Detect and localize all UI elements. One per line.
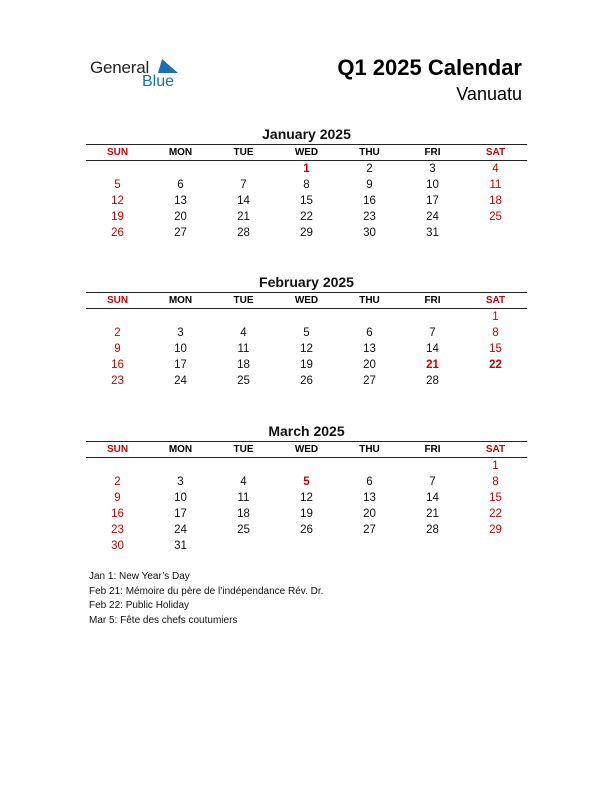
day-cell: 4 bbox=[240, 476, 247, 488]
day-cell: 17 bbox=[174, 359, 187, 371]
month-block bbox=[86, 273, 527, 389]
day-cell: 24 bbox=[174, 375, 187, 387]
day-cell: 27 bbox=[174, 227, 187, 239]
day-cell: 29 bbox=[300, 227, 313, 239]
day-cell bbox=[464, 373, 527, 389]
day-cell: 13 bbox=[363, 343, 376, 355]
day-cell: 30 bbox=[363, 227, 376, 239]
day-cell: 9 bbox=[366, 179, 373, 191]
day-cell bbox=[401, 309, 464, 325]
day-cell: 26 bbox=[300, 375, 313, 387]
day-cell: 10 bbox=[174, 343, 187, 355]
weekday-label: FRI bbox=[424, 147, 441, 158]
week-row bbox=[86, 458, 527, 474]
day-cell: 15 bbox=[489, 492, 502, 504]
day-cell: 25 bbox=[237, 375, 250, 387]
day-cell: 23 bbox=[111, 524, 124, 536]
day-cell: 24 bbox=[426, 211, 439, 223]
day-cell: 1 bbox=[492, 311, 499, 323]
day-cell: 2 bbox=[114, 327, 121, 339]
country-subtitle: Vanuatu bbox=[456, 84, 522, 104]
day-cell bbox=[338, 458, 401, 474]
day-cell: 10 bbox=[426, 179, 439, 191]
week-row bbox=[86, 225, 527, 241]
day-cell: 3 bbox=[429, 163, 436, 175]
week-row bbox=[86, 506, 527, 522]
day-cell: 27 bbox=[363, 524, 376, 536]
holiday-notes bbox=[89, 570, 323, 628]
day-cell: 16 bbox=[111, 359, 124, 371]
day-cell bbox=[401, 538, 464, 554]
day-cell: 11 bbox=[489, 179, 502, 191]
day-cell: 11 bbox=[237, 343, 250, 355]
weekday-header-row bbox=[86, 441, 527, 458]
day-cell: 21 bbox=[426, 359, 439, 371]
week-row bbox=[86, 161, 527, 177]
day-cell: 8 bbox=[492, 327, 499, 339]
day-cell: 21 bbox=[426, 508, 439, 520]
day-cell: 6 bbox=[177, 179, 184, 191]
day-cell: 11 bbox=[237, 492, 250, 504]
day-cell: 26 bbox=[300, 524, 313, 536]
day-cell: 5 bbox=[303, 327, 310, 339]
weekday-label: TUE bbox=[233, 295, 254, 306]
weekday-label: TUE bbox=[233, 147, 254, 158]
weekday-label: THU bbox=[359, 444, 380, 455]
week-row bbox=[86, 193, 527, 209]
day-cell: 20 bbox=[363, 359, 376, 371]
weekday-label: MON bbox=[168, 147, 193, 158]
day-cell: 30 bbox=[111, 540, 124, 552]
weekday-label: SAT bbox=[485, 295, 506, 306]
day-cell: 12 bbox=[111, 195, 124, 207]
page-title: Q1 2025 Calendar bbox=[337, 55, 522, 80]
weekday-label: MON bbox=[168, 295, 193, 306]
day-cell: 4 bbox=[492, 163, 499, 175]
weekday-label: SAT bbox=[485, 147, 506, 158]
day-cell: 5 bbox=[303, 476, 310, 488]
day-cell: 10 bbox=[174, 492, 187, 504]
logo-flag-icon bbox=[158, 59, 178, 73]
holiday-note: Feb 22: Public Holiday bbox=[89, 600, 190, 611]
day-cell: 28 bbox=[426, 375, 439, 387]
day-cell: 2 bbox=[114, 476, 121, 488]
day-cell: 6 bbox=[366, 476, 373, 488]
day-cell bbox=[149, 458, 212, 474]
day-cell: 14 bbox=[426, 343, 439, 355]
month-block bbox=[86, 125, 527, 241]
day-cell: 6 bbox=[366, 327, 373, 339]
day-cell: 24 bbox=[174, 524, 187, 536]
day-cell: 14 bbox=[426, 492, 439, 504]
weekday-label: FRI bbox=[424, 295, 441, 306]
day-cell: 28 bbox=[237, 227, 250, 239]
day-cell: 18 bbox=[237, 508, 250, 520]
weekday-label: THU bbox=[359, 147, 380, 158]
day-cell: 15 bbox=[489, 343, 502, 355]
day-cell: 18 bbox=[237, 359, 250, 371]
day-cell: 17 bbox=[174, 508, 187, 520]
day-cell bbox=[149, 161, 212, 177]
month-block bbox=[86, 422, 527, 554]
week-row bbox=[86, 177, 527, 193]
day-cell: 13 bbox=[174, 195, 187, 207]
week-row bbox=[86, 309, 527, 325]
day-cell: 3 bbox=[177, 476, 184, 488]
day-cell bbox=[212, 538, 275, 554]
day-cell: 19 bbox=[111, 211, 124, 223]
day-cell: 28 bbox=[426, 524, 439, 536]
day-cell: 16 bbox=[111, 508, 124, 520]
weekday-label: WED bbox=[294, 147, 319, 158]
day-cell: 12 bbox=[300, 492, 313, 504]
day-cell: 2 bbox=[366, 163, 373, 175]
day-cell bbox=[212, 161, 275, 177]
day-cell: 19 bbox=[300, 359, 313, 371]
week-row bbox=[86, 341, 527, 357]
day-cell: 7 bbox=[429, 476, 436, 488]
day-cell: 23 bbox=[363, 211, 376, 223]
weekday-label: SUN bbox=[106, 147, 129, 158]
day-cell bbox=[275, 458, 338, 474]
weekday-label: MON bbox=[168, 444, 193, 455]
day-cell: 20 bbox=[174, 211, 187, 223]
day-cell bbox=[212, 458, 275, 474]
day-cell: 22 bbox=[300, 211, 313, 223]
logo-text-blue: Blue bbox=[142, 73, 175, 90]
week-row bbox=[86, 490, 527, 506]
day-cell: 18 bbox=[489, 195, 502, 207]
day-cell: 12 bbox=[300, 343, 313, 355]
month-title: January 2025 bbox=[262, 126, 351, 142]
day-cell: 15 bbox=[300, 195, 313, 207]
month-title: February 2025 bbox=[259, 274, 354, 290]
day-cell bbox=[86, 161, 149, 177]
weekday-label: TUE bbox=[233, 444, 254, 455]
day-cell: 26 bbox=[111, 227, 124, 239]
day-cell: 20 bbox=[363, 508, 376, 520]
weekday-header-row bbox=[86, 292, 527, 309]
day-cell: 7 bbox=[240, 179, 247, 191]
day-cell: 17 bbox=[426, 195, 439, 207]
week-row bbox=[86, 325, 527, 341]
logo bbox=[90, 56, 190, 96]
day-cell: 23 bbox=[111, 375, 124, 387]
day-cell: 9 bbox=[114, 492, 121, 504]
day-cell: 31 bbox=[174, 540, 187, 552]
day-cell: 19 bbox=[300, 508, 313, 520]
weekday-label: THU bbox=[359, 295, 380, 306]
day-cell bbox=[86, 458, 149, 474]
day-cell: 31 bbox=[426, 227, 439, 239]
month-title: March 2025 bbox=[268, 423, 345, 439]
day-cell: 25 bbox=[237, 524, 250, 536]
day-cell bbox=[212, 309, 275, 325]
logo-text-general: General bbox=[90, 58, 150, 77]
day-cell: 4 bbox=[240, 327, 247, 339]
day-cell: 14 bbox=[237, 195, 250, 207]
day-cell bbox=[464, 538, 527, 554]
day-cell: 5 bbox=[114, 179, 121, 191]
day-cell: 22 bbox=[489, 508, 502, 520]
day-cell bbox=[464, 225, 527, 241]
day-cell: 7 bbox=[429, 327, 436, 339]
weekday-label: WED bbox=[294, 444, 319, 455]
holiday-note: Mar 5: Fête des chefs coutumiers bbox=[89, 614, 238, 626]
holiday-note: Feb 21: Mémoire du père de l’indépendance Rév. Dr. bbox=[89, 585, 324, 597]
day-cell: 9 bbox=[114, 343, 121, 355]
day-cell bbox=[338, 538, 401, 554]
day-cell bbox=[401, 458, 464, 474]
day-cell: 8 bbox=[492, 476, 499, 488]
day-cell: 25 bbox=[489, 211, 502, 223]
week-row bbox=[86, 474, 527, 490]
weekday-label: FRI bbox=[424, 444, 441, 455]
week-row bbox=[86, 538, 527, 554]
day-cell: 27 bbox=[363, 375, 376, 387]
day-cell: 22 bbox=[489, 359, 502, 371]
weekday-label: SUN bbox=[106, 444, 129, 455]
week-row bbox=[86, 522, 527, 538]
day-cell: 3 bbox=[177, 327, 184, 339]
day-cell: 16 bbox=[363, 195, 376, 207]
weekday-header-row bbox=[86, 144, 527, 161]
day-cell: 13 bbox=[363, 492, 376, 504]
day-cell bbox=[149, 309, 212, 325]
weekday-label: WED bbox=[294, 295, 319, 306]
day-cell bbox=[275, 538, 338, 554]
day-cell bbox=[275, 309, 338, 325]
day-cell: 21 bbox=[237, 211, 250, 223]
week-row bbox=[86, 357, 527, 373]
weekday-label: SAT bbox=[485, 444, 506, 455]
weekday-label: SUN bbox=[106, 295, 129, 306]
week-row bbox=[86, 373, 527, 389]
day-cell bbox=[338, 309, 401, 325]
day-cell: 8 bbox=[303, 179, 310, 191]
holiday-note: Jan 1: New Year’s Day bbox=[89, 571, 190, 582]
week-row bbox=[86, 209, 527, 225]
day-cell: 29 bbox=[489, 524, 502, 536]
day-cell bbox=[86, 309, 149, 325]
day-cell: 1 bbox=[303, 163, 310, 175]
day-cell: 1 bbox=[492, 460, 499, 472]
